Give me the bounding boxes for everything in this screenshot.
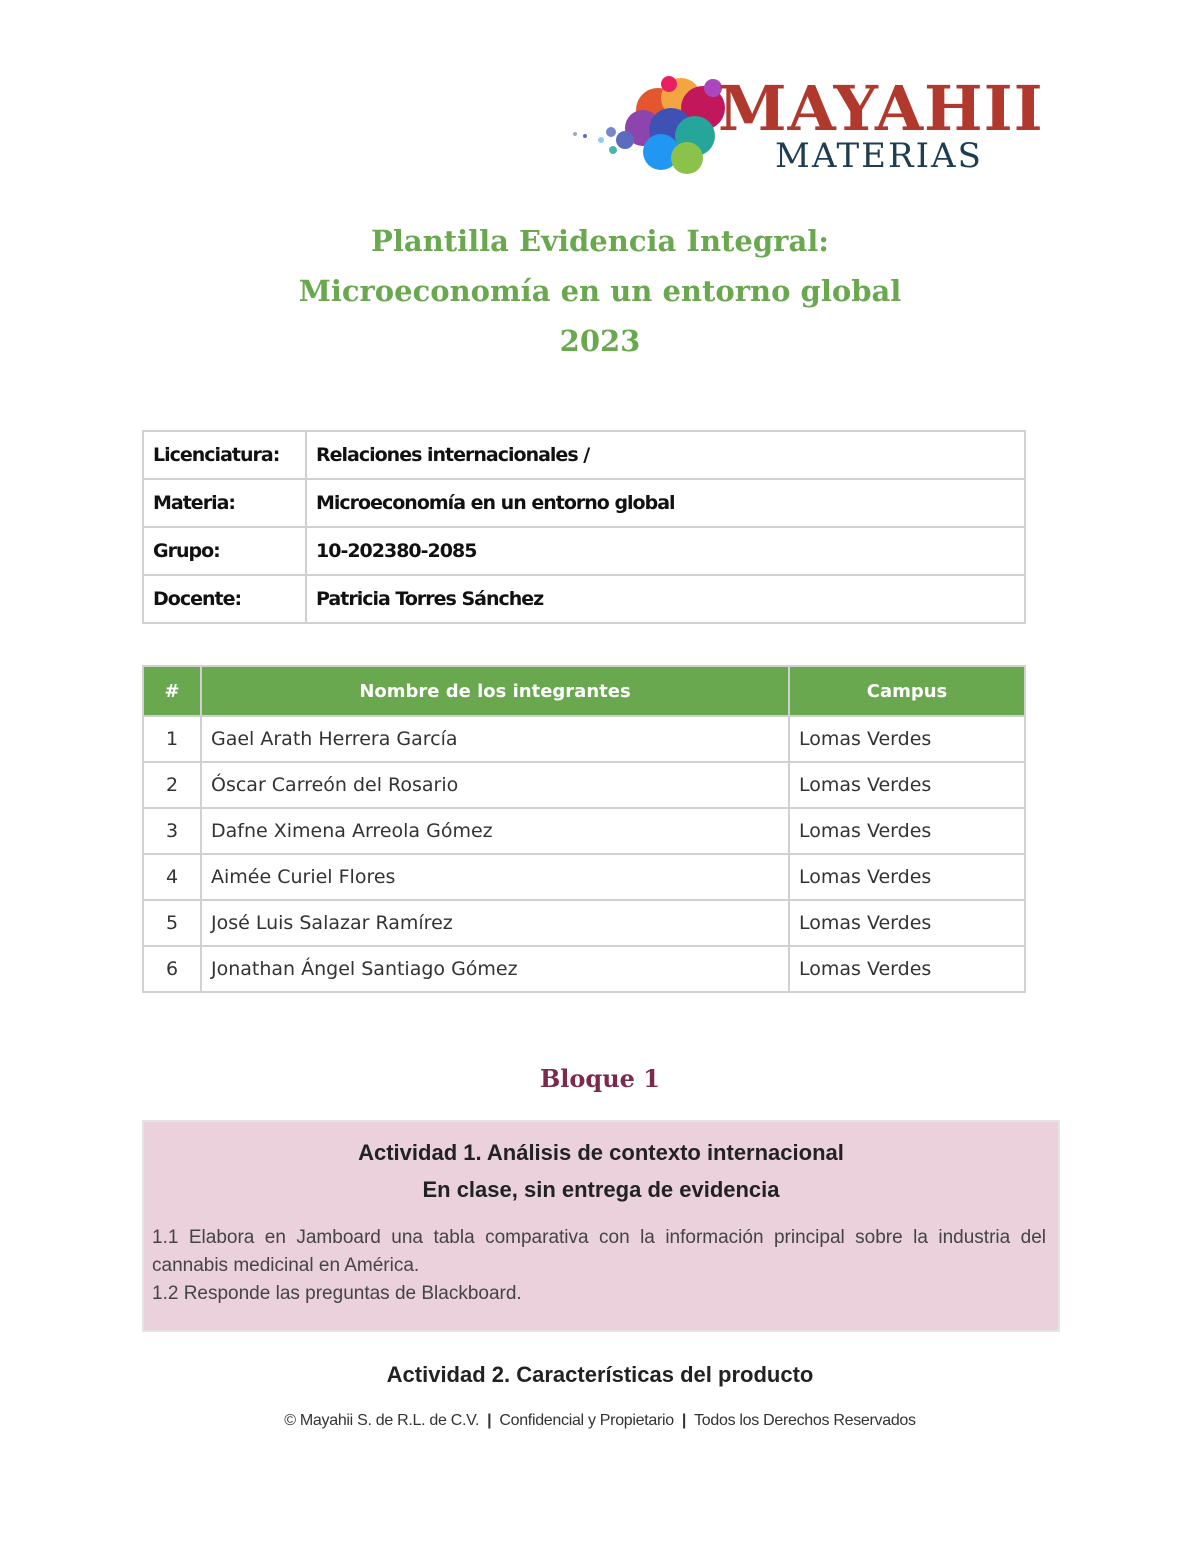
- member-number: 1: [143, 716, 201, 762]
- member-name: Óscar Carreón del Rosario: [201, 762, 789, 808]
- brand-subtitle: MATERIAS: [775, 136, 983, 176]
- info-row: [143, 431, 1025, 479]
- info-key: Materia:: [143, 479, 306, 527]
- block-heading: Bloque 1: [540, 1064, 660, 1093]
- table-row: [143, 946, 1025, 992]
- table-row: [143, 716, 1025, 762]
- member-name: Gael Arath Herrera García: [201, 716, 789, 762]
- footer-rights: Todos los Derechos Reservados: [694, 1412, 916, 1429]
- table-row: [143, 762, 1025, 808]
- members-header-row: [143, 666, 1025, 716]
- member-number: 3: [143, 808, 201, 854]
- footer-confidential: Confidencial y Propietario: [499, 1412, 674, 1429]
- member-campus: Lomas Verdes: [789, 946, 1025, 992]
- footer-copyright: © Mayahii S. de R.L. de C.V.: [284, 1412, 480, 1429]
- member-campus: Lomas Verdes: [789, 900, 1025, 946]
- page-footer: [0, 1412, 1200, 1430]
- info-key: Grupo:: [143, 527, 306, 575]
- member-campus: Lomas Verdes: [789, 762, 1025, 808]
- activity-1-box: [142, 1120, 1060, 1332]
- info-row: [143, 479, 1025, 527]
- activity-1-title: Actividad 1. Análisis de contexto internacional: [358, 1140, 844, 1165]
- footer-separator: |: [487, 1412, 492, 1429]
- header-number: #: [143, 666, 201, 716]
- footer-separator: |: [681, 1412, 687, 1429]
- header-name: Nombre de los integrantes: [201, 666, 789, 716]
- activity-1-item: 1.1 Elabora en Jamboard una tabla comparativa con la información principal sobre la industria del cannabis medicinal en América.: [152, 1227, 1046, 1276]
- member-campus: Lomas Verdes: [789, 854, 1025, 900]
- activity-1-subtitle: En clase, sin entrega de evidencia: [422, 1177, 780, 1202]
- member-name: Dafne Ximena Arreola Gómez: [201, 808, 789, 854]
- info-value: 10-202380-2085: [306, 527, 1025, 575]
- members-table: [142, 665, 1026, 993]
- activity-1-body: [152, 1224, 1046, 1308]
- header-campus: Campus: [789, 666, 1025, 716]
- title-line-3: 2023: [559, 324, 641, 358]
- info-value: Relaciones internacionales /: [306, 431, 1025, 479]
- member-number: 6: [143, 946, 201, 992]
- info-key: Licenciatura:: [143, 431, 306, 479]
- document-title: [0, 216, 1200, 366]
- title-line-2: Microeconomía en un entorno global: [298, 274, 902, 308]
- member-campus: Lomas Verdes: [789, 808, 1025, 854]
- member-number: 5: [143, 900, 201, 946]
- info-value: Patricia Torres Sánchez: [306, 575, 1025, 623]
- member-name: José Luis Salazar Ramírez: [201, 900, 789, 946]
- member-number: 2: [143, 762, 201, 808]
- table-row: [143, 900, 1025, 946]
- member-campus: Lomas Verdes: [789, 716, 1025, 762]
- member-name: Jonathan Ángel Santiago Gómez: [201, 946, 789, 992]
- activity-2-title: Actividad 2. Características del producto: [386, 1362, 814, 1387]
- info-value: Microeconomía en un entorno global: [306, 479, 1025, 527]
- brand-name: MAYAHII: [718, 72, 1044, 145]
- member-name: Aimée Curiel Flores: [201, 854, 789, 900]
- title-line-1: Plantilla Evidencia Integral:: [371, 224, 829, 258]
- info-key: Docente:: [143, 575, 306, 623]
- table-row: [143, 808, 1025, 854]
- member-number: 4: [143, 854, 201, 900]
- course-info-table: [142, 430, 1026, 624]
- table-row: [143, 854, 1025, 900]
- activity-1-item: 1.2 Responde las preguntas de Blackboard.: [152, 1283, 522, 1304]
- activity-1-heading: [144, 1134, 1058, 1208]
- info-row: [143, 575, 1025, 623]
- info-row: [143, 527, 1025, 575]
